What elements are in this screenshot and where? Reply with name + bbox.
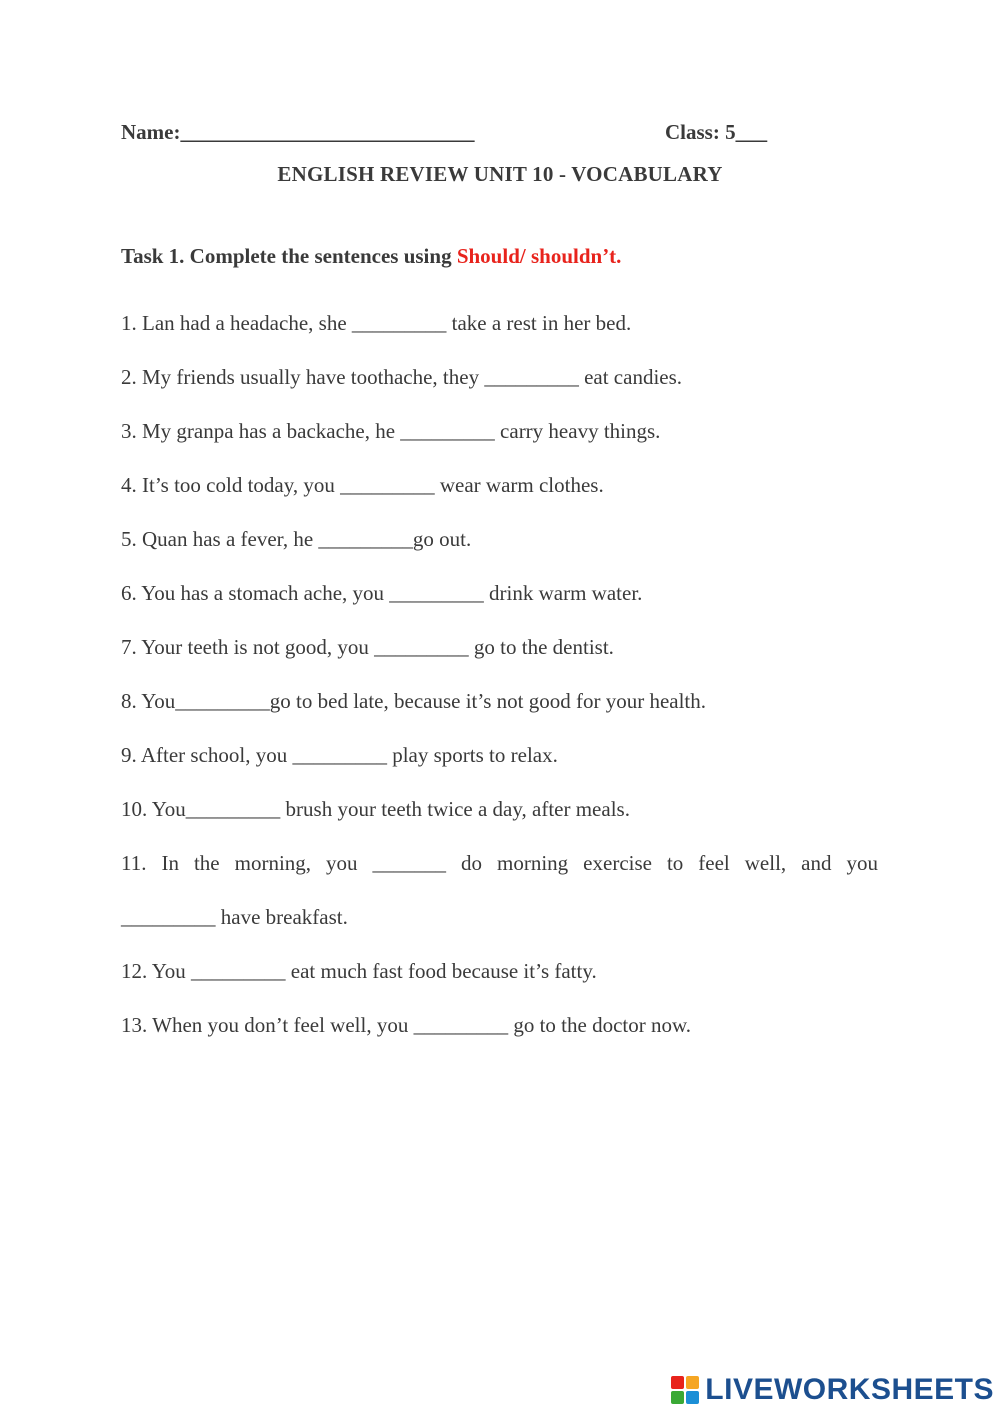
sentence-4: 4. It’s too cold today, you _________ wear warm clothes. [121, 473, 604, 497]
sentence-2: 2. My friends usually have toothache, they _________ eat candies. [121, 365, 683, 389]
name-field-label: Name:____________________________ [121, 120, 475, 144]
class-field-label: Class: 5___ [665, 120, 768, 144]
sentence-9: 9. After school, you _________ play sports to relax. [121, 743, 558, 767]
sentence-3: 3. My granpa has a backache, he _________ carry heavy things. [121, 419, 661, 443]
liveworksheets-brand [671, 1373, 994, 1407]
sentence-5: 5. Quan has a fever, he _________go out. [121, 527, 472, 551]
liveworksheets-logo-icon [671, 1376, 699, 1404]
task-label: Task 1. Complete the sentences using [121, 244, 457, 268]
sentence-12: 12. You _________ eat much fast food because it’s fatty. [121, 959, 597, 983]
sentence-1: 1. Lan had a headache, she _________ take a rest in her bed. [121, 311, 632, 335]
sentence-7: 7. Your teeth is not good, you _________ go to the dentist. [121, 635, 614, 659]
brand-text: LIVEWORKSHEETS [705, 1373, 994, 1406]
worksheet-title: ENGLISH REVIEW UNIT 10 - VOCABULARY [277, 162, 723, 186]
task-highlight: Should/ shouldn’t. [456, 244, 622, 268]
header-row [121, 120, 781, 150]
sentence-13: 13. When you don’t feel well, you _________ go to the doctor now. [121, 1013, 692, 1037]
sentence-10: 10. You_________ brush your teeth twice a day, after meals. [121, 797, 630, 821]
sentence-6: 6. You has a stomach ache, you _________ drink warm water. [121, 581, 643, 605]
task-instruction [121, 244, 621, 269]
sentence-11-line-1: 11. In the morning, you _______ do morning exercise to feel well, and you [121, 851, 878, 875]
sentence-8: 8. You_________go to bed late, because it’s not good for your health. [121, 689, 707, 713]
sentence-11-line-2: _________ have breakfast. [121, 905, 348, 929]
